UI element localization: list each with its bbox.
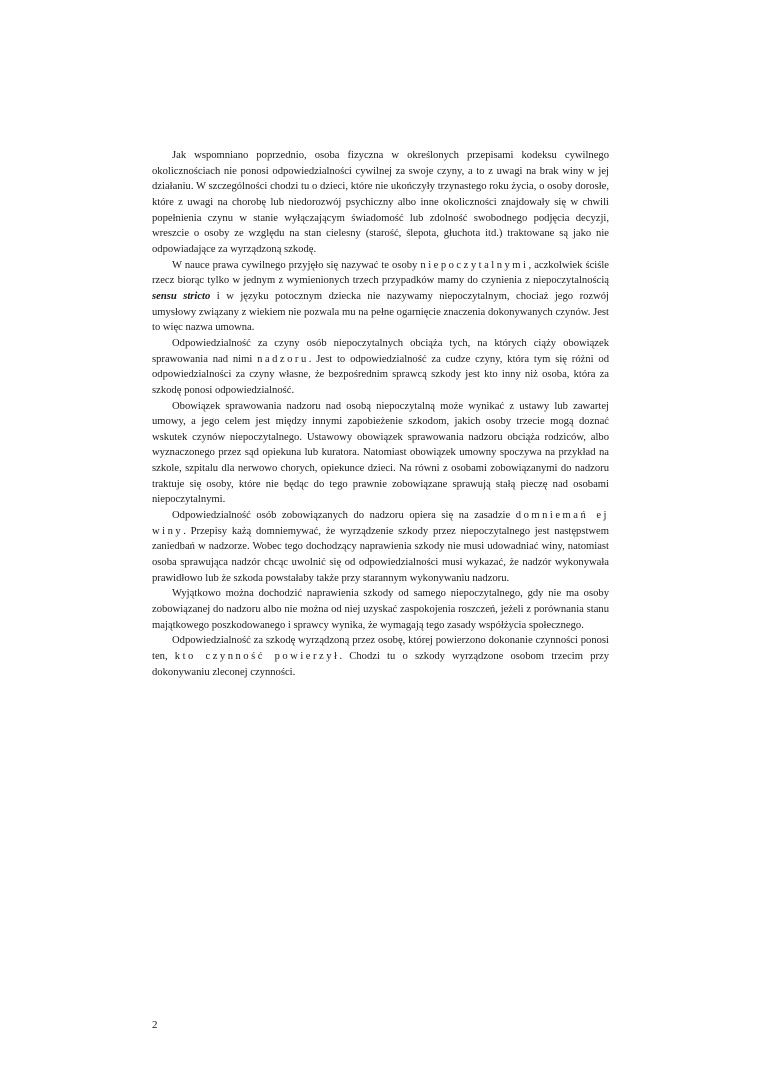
- paragraph-text: , aczkolwiek ściśle rzecz biorąc tylko w jednym z wymienionych trzech przypadków mamy do czynienia z niepoczytalnością: [152, 259, 610, 287]
- paragraph-4: [152, 399, 609, 509]
- paragraph-text: . Przepisy każą domniemywać, że wyrządzenie szkody przez niepoczytalnego jest następstwem zaniedbań w nadzorze. Wobec tego dochodzący naprawienia szkody nie musi udowadniać winy, natomiast osoba sprawująca nadzór chcąc uwolnić się od odpowiedzialności musi wykazać, że nadzór wykonywała prawidłowo lub że szkoda powstałaby także przy starannym wykonywaniu nadzoru.: [152, 525, 609, 584]
- spaced-term: niepoczytalnymi: [420, 259, 529, 271]
- paragraph-text: Wyjątkowo można dochodzić naprawienia szkody od samego niepoczytalnego, gdy nie ma osoby zobowiązanej do nadzoru albo nie można od niej uzyskać zaspokojenia roszczeń, jeżeli z porównania stanu majątkowego poszkodowanego i sprawcy wynika, że wymagają tego zasady współżycia społecznego.: [152, 588, 609, 631]
- paragraph-text: Obowiązek sprawowania nadzoru nad osobą niepoczytalną może wynikać z ustawy lub zawartej umowy, a jego celem jest między innymi zapobieżenie szkodom, jakich osoby trzecie mogą doznać wskutek czynów niepoczytalnego. Ustawowy obowiązek sprawowania nadzoru obciąża rodziców, albo wyznaczonego przez sąd opiekuna lub kuratora. Natomiast obowiązek umowny spoczywa na przykład na szkole, szpitalu dla nerwowo chorych, opiekunce dzieci. Na równi z osobami zobowiązanymi do nadzoru traktuje się osoby, które nie będąc do tego prawnie zobowiązane sprawują stałą pieczę nad osobami niepoczytalnymi.: [152, 400, 609, 506]
- paragraph-7: [152, 633, 609, 680]
- paragraph-1: [152, 148, 609, 258]
- page-number: 2: [152, 1019, 158, 1031]
- paragraph-text: Odpowiedzialność za czyny osób niepoczytalnych obciąża tych, na których ciąży obowiązek sprawowania nad nimi: [152, 337, 609, 365]
- paragraph-text: Jak wspomniano poprzednio, osoba fizyczna w określonych przepisami kodeksu cywilnego okolicznościach nie ponosi odpowiedzialności cywilnej za swoje czyny, a to z uwagi na brak winy w jej działaniu. W szczególności chodzi tu o dzieci, które nie ukończyły trzynastego roku życia, o osoby dorosłe, które z uwagi na chorobę lub niedorozwój psychiczny albo inne okoliczności znajdowały się w chwili popełnienia czynu w stanie wyłączającym świadomość lub zdolność swobodnego podjęcia decyzji, wreszcie o osoby ze względu na stan cielesny (starość, ślepota, głuchota itd.) traktowane są jako nie odpowiadające za wyrządzoną szkodę.: [152, 150, 609, 255]
- paragraph-text: i w języku potocznym dziecka nie nazywamy niepoczytalnym, chociaż jego rozwój umysłowy związany z wiekiem nie pozwala mu na pełne ogarnięcie znaczenia dokonywanych czynów. Jest to więc nazwa umowna.: [152, 290, 609, 334]
- spaced-term: domniemań ej winy: [152, 510, 610, 537]
- paragraph-text: W nauce prawa cywilnego przyjęło się nazywać te osoby: [172, 259, 421, 271]
- body-text: [152, 148, 609, 680]
- paragraph-text: . Jest to odpowiedzialność za cudze czyny, która tym się różni od odpowiedzialności za czyny własne, że bezpośrednim sprawcą szkody jest kto inny niż osoba, która za szkodę ponosi odpowiedzialność.: [152, 353, 610, 396]
- paragraph-text: . Chodzi tu o szkody wyrządzone osobom trzecim przy dokonywaniu zleconej czynności.: [152, 651, 609, 678]
- spaced-term: kto czynność powierzył: [174, 651, 340, 662]
- paragraph-6: [152, 586, 609, 633]
- paragraph-5: [152, 508, 609, 586]
- paragraph-3: [152, 336, 609, 399]
- paragraph-2: [152, 258, 609, 336]
- paragraph-text: Odpowiedzialność osób zobowiązanych do nadzoru opiera się na zasadzie: [172, 510, 516, 522]
- paragraph-text: Odpowiedzialność za szkodę wyrządzoną przez osobę, której powierzono dokonanie czynności ponosi ten,: [152, 635, 609, 662]
- spaced-term: nadzoru: [257, 353, 309, 365]
- latin-term: sensu stricto: [152, 290, 211, 302]
